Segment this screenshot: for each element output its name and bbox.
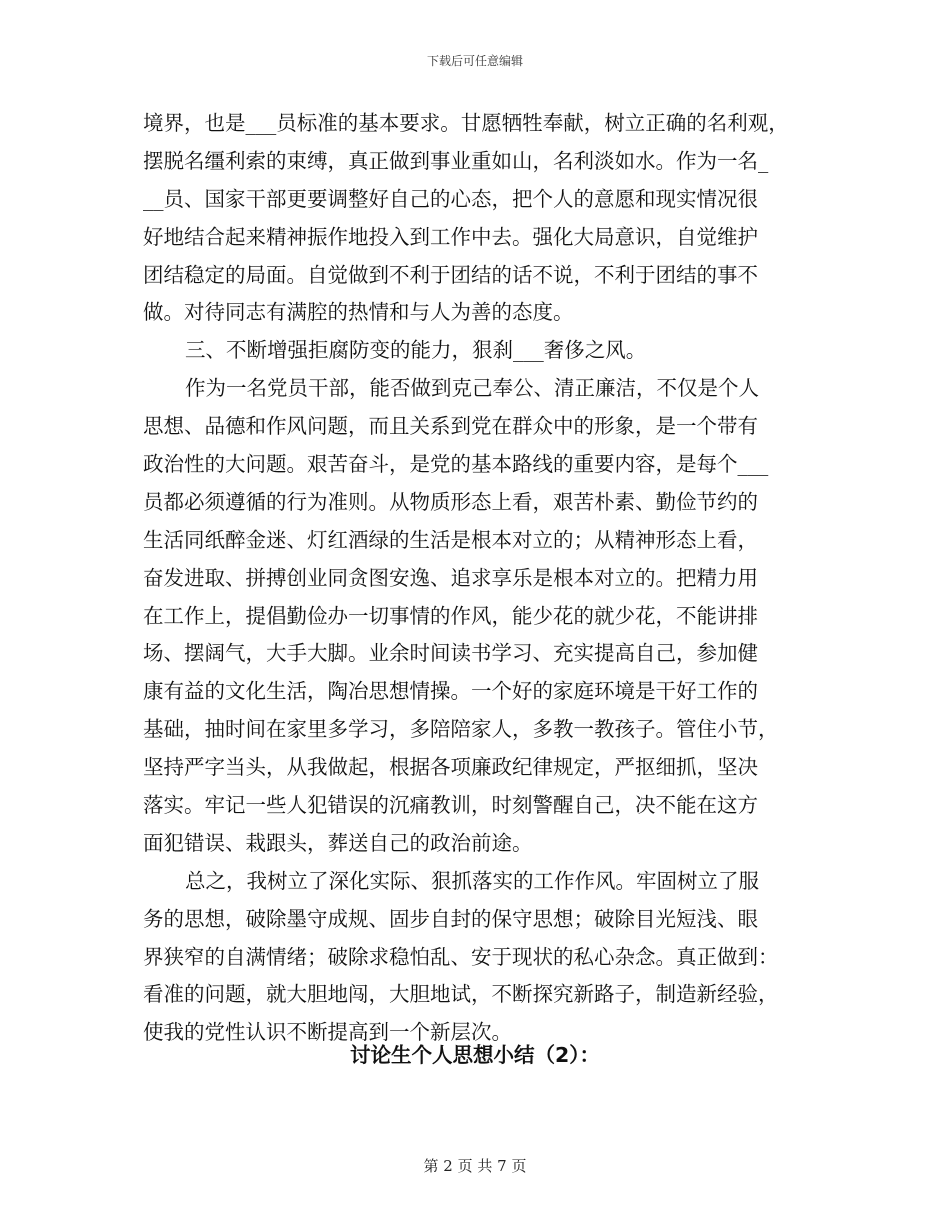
body-line: 政治性的大问题。艰苦奋斗，是党的基本路线的重要内容，是每个___ — [143, 452, 769, 477]
body-line: 基础，抽时间在家里多学习，多陪陪家人，多教一教孩子。管住小节， — [143, 717, 779, 742]
body-line: 奋发进取、拼搏创业同贪图安逸、追求享乐是根本对立的。把精力用 — [143, 565, 758, 590]
document-body — [143, 105, 843, 1052]
section-title: 讨论生个人思想小结（2）： — [349, 1043, 600, 1067]
body-line: 场、摆阔气，大手大脚。业余时间读书学习、充实提高自己，参加健 — [143, 641, 758, 666]
body-line: 生活同纸醉金迷、灯红酒绿的生活是根本对立的；从精神形态上看， — [143, 527, 758, 552]
page-number: 第 2 页 共 7 页 — [423, 1157, 527, 1175]
paragraph-start: 总之，我树立了深化实际、狠抓落实的工作作风。牢固树立了服 — [185, 868, 759, 893]
body-line: 界狭窄的自满情绪；破除求稳怕乱、安于现状的私心杂念。真正做到： — [143, 944, 779, 969]
body-line: 坚持严字当头，从我做起，根据各项廉政纪律规定，严抠细抓，坚决 — [143, 755, 758, 780]
body-line: 康有益的文化生活，陶冶思想情操。一个好的家庭环境是干好工作的 — [143, 679, 758, 704]
body-line: 思想、品德和作风问题，而且关系到党在群众中的形象，是一个带有 — [143, 414, 758, 439]
body-line: 落实。牢记一些人犯错误的沉痛教训，时刻警醒自己，决不能在这方 — [143, 793, 758, 818]
section-heading: 三、不断增强拒腐防变的能力，狠刹___奢侈之风。 — [185, 338, 647, 363]
paragraph-start: 作为一名党员干部，能否做到克己奉公、清正廉洁，不仅是个人 — [185, 376, 759, 401]
body-line: 看准的问题，就大胆地闯，大胆地试，不断探究新路子，制造新经验， — [143, 982, 779, 1007]
body-line: 使我的党性认识不断提高到一个新层次。 — [143, 1020, 512, 1045]
body-line: 摆脱名缰利索的束缚，真正做到事业重如山，名利淡如水。作为一名_ — [143, 148, 769, 173]
body-line: 境界，也是___员标准的基本要求。甘愿牺牲奉献，树立正确的名利观， — [143, 111, 789, 135]
body-line: 务的思想，破除墨守成规、固步自封的保守思想；破除目光短浅、眼 — [143, 906, 758, 931]
body-line: 在工作上，提倡勤俭办一切事情的作风，能少花的就少花，不能讲排 — [143, 603, 758, 628]
body-line: 面犯错误、栽跟头，葬送自己的政治前途。 — [143, 830, 533, 855]
body-line: 团结稳定的局面。自觉做到不利于团结的话不说，不利于团结的事不 — [143, 262, 758, 287]
body-line: __员、国家干部更要调整好自己的心态，把个人的意愿和现实情况很 — [143, 186, 758, 211]
body-line: 做。对待同志有满腔的热情和与人为善的态度。 — [143, 300, 574, 325]
body-line: 员都必须遵循的行为准则。从物质形态上看，艰苦朴素、勤俭节约的 — [143, 489, 758, 514]
page-header: 下载后可任意编辑 — [426, 54, 523, 68]
body-line: 好地结合起来精神振作地投入到工作中去。强化大局意识，自觉维护 — [143, 224, 758, 249]
